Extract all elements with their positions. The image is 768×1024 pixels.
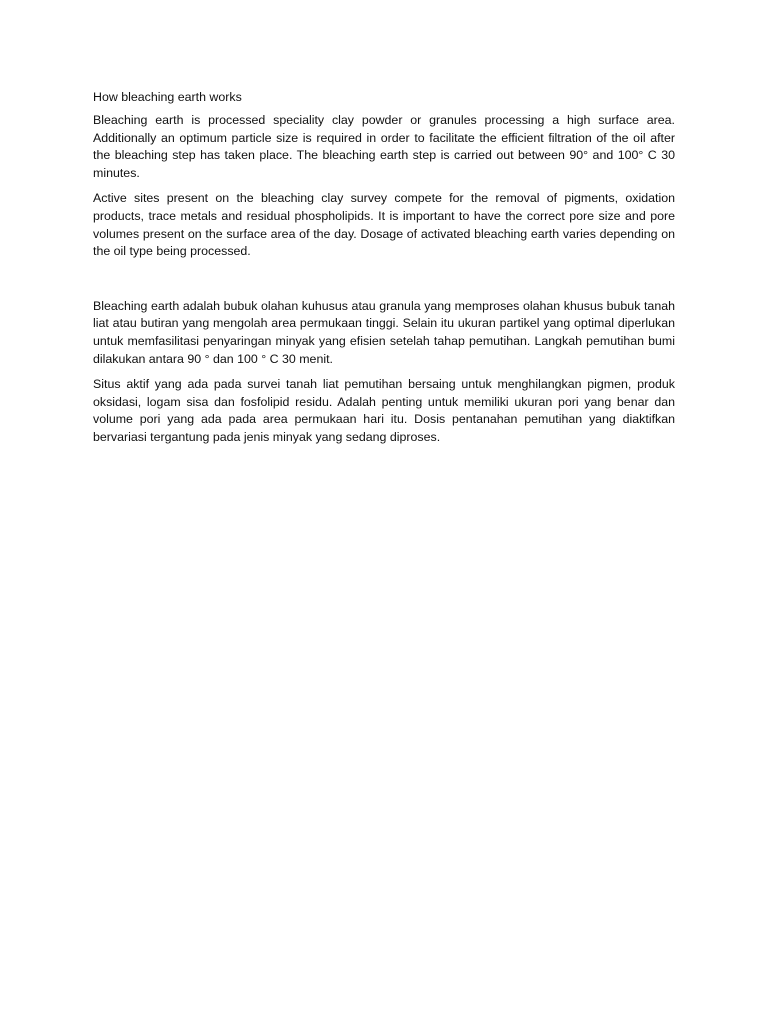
indonesian-paragraph-2: Situs aktif yang ada pada survei tanah liat pemutihan bersaing untuk menghilangkan pigmen, produk oksidasi, logam sisa dan fosfolipid residu. Adalah penting untuk memiliki ukuran pori yang benar dan volume pori yang ada pada area permukaan hari itu. Dosis pentanahan pemutihan yang diaktifkan bervariasi tergantung pada jenis minyak yang sedang diproses. (93, 377, 675, 444)
english-paragraph-1: Bleaching earth is processed speciality clay powder or granules processing a high surface area. Additionally an optimum particle size is required in order to facilitate the efficient filtration of the oil after the bleaching step has taken place. The bleaching earth step is carried out between 90° and 100° C 30 minutes. (93, 113, 675, 180)
indonesian-paragraph-1: Bleaching earth adalah bubuk olahan kuhusus atau granula yang memproses olahan khusus bubuk tanah liat atau butiran yang mengolah area permukaan tinggi. Selain itu ukuran partikel yang optimal diperlukan untuk memfasilitasi penyaringan minyak yang efisien setelah tahap pemutihan. Langkah pemutihan bumi dilakukan antara 90 ° dan 100 ° C 30 menit. (93, 298, 675, 366)
document-title: How bleaching earth works (93, 90, 242, 104)
english-paragraph-2: Active sites present on the bleaching clay survey compete for the removal of pigments, oxidation products, trace metals and residual phospholipids. It is important to have the correct pore size and pore volumes present on the surface area of the day. Dosage of activated bleaching earth varies depending on the oil type being processed. (93, 191, 675, 259)
document-page (93, 88, 675, 455)
section-spacer (93, 269, 675, 298)
